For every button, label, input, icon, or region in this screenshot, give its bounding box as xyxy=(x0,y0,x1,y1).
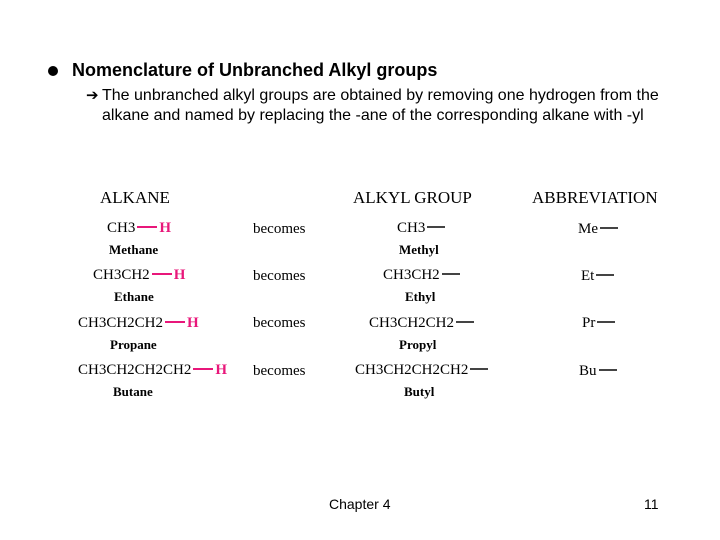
abbreviation-me xyxy=(578,221,620,238)
alkyl-formula-text: CH3CH2CH2 xyxy=(369,315,455,331)
alkyl-formula-text: CH3CH2 xyxy=(383,267,440,283)
column-header-alkane: ALKANE xyxy=(100,188,170,207)
bullet-dot-icon xyxy=(48,66,58,76)
alkane-name: Butane xyxy=(113,384,153,399)
alkyl-formula-methyl xyxy=(397,220,447,237)
bond-line-icon xyxy=(456,321,474,323)
abbreviation-text: Pr xyxy=(582,315,596,331)
bond-line-icon xyxy=(137,226,157,228)
bond-line-icon xyxy=(152,273,172,275)
alkane-formula-text: CH3CH2CH2CH2 xyxy=(78,362,192,378)
abbreviation-et xyxy=(581,268,616,285)
alkyl-name: Methyl xyxy=(399,242,439,257)
abbreviation-text: Me xyxy=(578,221,598,237)
subpoint-text: The unbranched alkyl groups are obtained by removing one hydrogen from the alkane and named by replacing the -ane of the corresponding alkane with -yl xyxy=(102,87,659,124)
becomes-label: becomes xyxy=(253,221,306,237)
hydrogen-atom: H xyxy=(187,315,199,331)
alkane-name: Propane xyxy=(110,337,157,352)
alkyl-formula-text: CH3CH2CH2CH2 xyxy=(355,362,469,378)
alkyl-formula-butyl xyxy=(355,362,490,379)
becomes-label: becomes xyxy=(253,315,306,331)
alkane-formula-text: CH3CH2 xyxy=(93,267,150,283)
bond-line-icon xyxy=(596,274,614,276)
abbreviation-text: Et xyxy=(581,268,595,284)
bond-line-icon xyxy=(427,226,445,228)
alkyl-formula-text: CH3 xyxy=(397,220,426,236)
hydrogen-atom: H xyxy=(215,362,228,378)
alkyl-formula-propyl xyxy=(369,315,476,332)
hydrogen-atom: H xyxy=(159,220,172,236)
alkyl-formula-ethyl xyxy=(383,267,462,284)
heading-text: Nomenclature of Unbranched Alkyl groups xyxy=(72,60,438,80)
becomes-label: becomes xyxy=(253,363,306,379)
alkyl-name: Butyl xyxy=(404,384,435,399)
becomes-label: becomes xyxy=(253,268,306,284)
alkyl-name: Ethyl xyxy=(405,289,436,304)
abbreviation-text: Bu xyxy=(579,363,597,379)
bond-line-icon xyxy=(193,368,213,370)
bond-line-icon xyxy=(165,321,185,323)
alkane-formula-text: CH3CH2CH2 xyxy=(78,315,164,331)
alkane-name: Methane xyxy=(109,242,159,257)
alkane-name: Ethane xyxy=(114,289,154,304)
column-header-abbreviation: ABBREVIATION xyxy=(532,188,658,207)
bond-line-icon xyxy=(442,273,460,275)
column-header-alkyl-group: ALKYL GROUP xyxy=(353,188,472,207)
bond-line-icon xyxy=(470,368,488,370)
alkane-formula-methane xyxy=(107,220,171,237)
abbreviation-bu xyxy=(579,363,619,380)
bond-line-icon xyxy=(597,321,615,323)
alkane-formula-ethane xyxy=(93,267,185,284)
arrow-icon: ➔ xyxy=(86,87,99,104)
subpoint xyxy=(86,86,696,126)
abbreviation-pr xyxy=(582,315,617,332)
footer-chapter: Chapter 4 xyxy=(329,496,391,512)
bond-line-icon xyxy=(599,369,617,371)
alkane-formula-propane xyxy=(78,315,199,332)
slide-heading xyxy=(48,60,437,81)
bond-line-icon xyxy=(600,227,618,229)
hydrogen-atom: H xyxy=(173,267,186,283)
alkyl-name: Propyl xyxy=(399,337,437,352)
footer-page-number: 11 xyxy=(644,496,659,512)
alkane-formula-text: CH3 xyxy=(107,220,136,236)
alkane-formula-butane xyxy=(78,362,227,379)
